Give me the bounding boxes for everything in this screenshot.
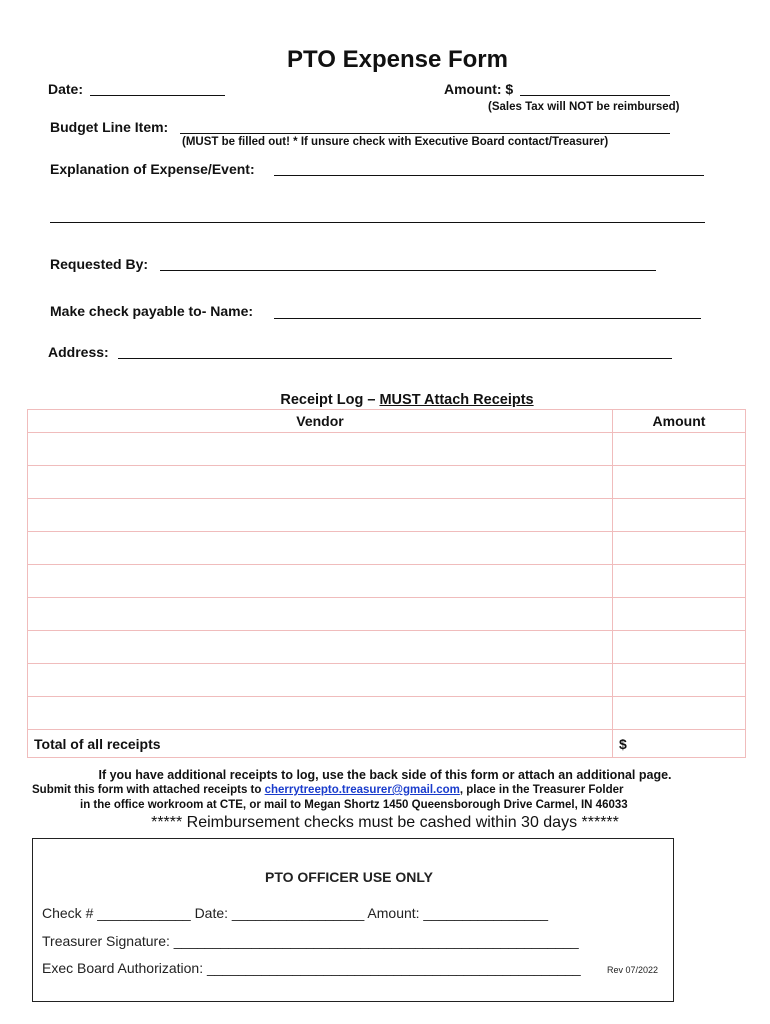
table-row — [28, 499, 746, 532]
treasurer-signature-line[interactable]: Treasurer Signature: ____________________________________________________ — [42, 933, 579, 949]
reimbursement-notice: ***** Reimbursement checks must be cashed within 30 days ****** — [151, 814, 619, 831]
date-field[interactable] — [90, 95, 225, 96]
amount-label: Amount: $ — [444, 81, 514, 97]
explanation-field[interactable] — [274, 175, 704, 176]
exec-authorization-line[interactable]: Exec Board Authorization: ________________________________________________ — [42, 960, 581, 976]
table-row — [28, 631, 746, 664]
receipt-log-title-emphasis: MUST Attach Receipts — [379, 392, 534, 408]
vendor-cell[interactable] — [28, 598, 613, 631]
requested-by-label: Requested By: — [50, 256, 149, 272]
amount-field[interactable] — [520, 95, 670, 96]
total-row — [28, 730, 746, 758]
receipt-log-title — [0, 392, 770, 408]
vendor-cell[interactable] — [28, 499, 613, 532]
requested-by-field[interactable] — [160, 270, 656, 271]
total-label: Total of all receipts — [28, 730, 613, 758]
address-label: Address: — [48, 344, 109, 360]
amount-header: Amount — [613, 410, 746, 433]
vendor-cell[interactable] — [28, 466, 613, 499]
date-label: Date: — [48, 81, 84, 97]
payable-name-label: Make check payable to- Name: — [50, 303, 254, 319]
table-row — [28, 532, 746, 565]
amount-cell[interactable] — [613, 565, 746, 598]
revision-label: Rev 07/2022 — [607, 965, 659, 975]
amount-cell[interactable] — [613, 499, 746, 532]
explanation-field-line-2[interactable] — [50, 222, 705, 223]
amount-cell[interactable] — [613, 697, 746, 730]
submit-instructions — [32, 784, 624, 796]
vendor-cell[interactable] — [28, 697, 613, 730]
payable-name-field[interactable] — [274, 318, 701, 319]
mailing-address-note: in the office workroom at CTE, or mail to Megan Shortz 1450 Queensborough Drive Carmel, IN 46033 — [80, 799, 628, 811]
receipt-log-title-prefix: Receipt Log – — [280, 392, 380, 408]
officer-use-box — [32, 838, 674, 1002]
budget-line-field[interactable] — [180, 133, 670, 134]
officer-box-title: PTO OFFICER USE ONLY — [264, 869, 434, 885]
table-row — [28, 433, 746, 466]
vendor-header: Vendor — [28, 410, 613, 433]
budget-line-note: (MUST be filled out! * If unsure check with Executive Board contact/Treasurer) — [182, 136, 609, 148]
table-row — [28, 466, 746, 499]
table-row — [28, 664, 746, 697]
budget-line-label: Budget Line Item: — [50, 119, 169, 135]
vendor-cell[interactable] — [28, 565, 613, 598]
table-row — [28, 565, 746, 598]
treasurer-email-link[interactable]: cherrytreepto.treasurer@gmail.com — [264, 784, 460, 796]
submit-prefix: Submit this form with attached receipts to — [32, 784, 265, 796]
amount-cell[interactable] — [613, 466, 746, 499]
page-title: PTO Expense Form — [287, 46, 508, 73]
vendor-cell[interactable] — [28, 532, 613, 565]
amount-cell[interactable] — [613, 433, 746, 466]
table-row — [28, 598, 746, 631]
total-amount-cell[interactable]: $ — [613, 730, 746, 758]
receipt-table — [27, 409, 746, 758]
amount-cell[interactable] — [613, 598, 746, 631]
additional-receipts-note: If you have additional receipts to log, use the back side of this form or attach an additional page. — [98, 768, 672, 782]
sales-tax-note: (Sales Tax will NOT be reimbursed) — [488, 101, 680, 113]
table-row — [28, 697, 746, 730]
amount-cell[interactable] — [613, 532, 746, 565]
submit-suffix: , place in the Treasurer Folder — [459, 784, 624, 796]
check-date-amount-line[interactable]: Check # ____________ Date: _________________ Amount: ________________ — [42, 905, 549, 921]
vendor-cell[interactable] — [28, 664, 613, 697]
vendor-cell[interactable] — [28, 433, 613, 466]
explanation-label: Explanation of Expense/Event: — [50, 161, 255, 177]
amount-cell[interactable] — [613, 631, 746, 664]
amount-cell[interactable] — [613, 664, 746, 697]
address-field[interactable] — [118, 358, 672, 359]
vendor-cell[interactable] — [28, 631, 613, 664]
